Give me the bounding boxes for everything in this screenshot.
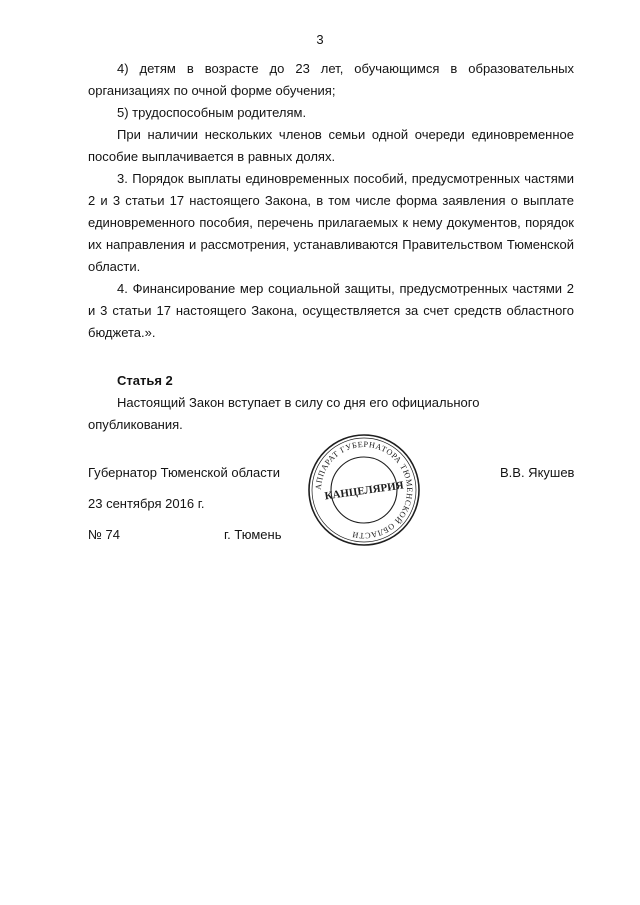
article-text: Настоящий Закон вступает в силу со дня его официального опубликования. [88, 395, 480, 432]
signatory-name: В.В. Якушев [500, 465, 575, 480]
law-number: № 74 [88, 527, 121, 542]
signing-date: 23 сентября 2016 г. [88, 496, 205, 511]
page-number: 3 [316, 32, 324, 47]
paragraph-item-4: 4) детям в возрасте до 23 лет, обучающимся в образовательных организациях по очной форме обучения; [88, 61, 574, 98]
stamp-ring-text: АППАРАТ ГУБЕРНАТОРА ТЮМЕНСКОЙ ОБЛАСТИ [313, 439, 415, 541]
paragraph-equal-shares: При наличии нескольких членов семьи одной очереди единовременное пособие выплачивается в равных долях. [88, 127, 574, 164]
document-body [88, 58, 574, 436]
paragraph-item-5: 5) трудоспособным родителям. [117, 105, 307, 120]
signatory-position: Губернатор Тюменской области [88, 465, 280, 480]
stamp-center-text: КАНЦЕЛЯРИЯ [323, 479, 405, 503]
article-heading: Статья 2 [117, 373, 173, 388]
office-stamp [306, 432, 422, 548]
paragraph-section-4: 4. Финансирование мер социальной защиты, предусмотренных частями 2 и 3 статьи 17 настоящего Закона, осуществляется за счет средств областного бюджета.». [88, 281, 574, 340]
signing-city: г. Тюмень [224, 527, 282, 542]
paragraph-section-3: 3. Порядок выплаты единовременных пособий, предусмотренных частями 2 и 3 статьи 17 настоящего Закона, в том числе форма заявления о выплате единовременного пособия, перечень прилагаемых к нему документов, порядок их направления и рассмотрения, устанавливаются Правительством Тюменской области. [88, 171, 574, 274]
